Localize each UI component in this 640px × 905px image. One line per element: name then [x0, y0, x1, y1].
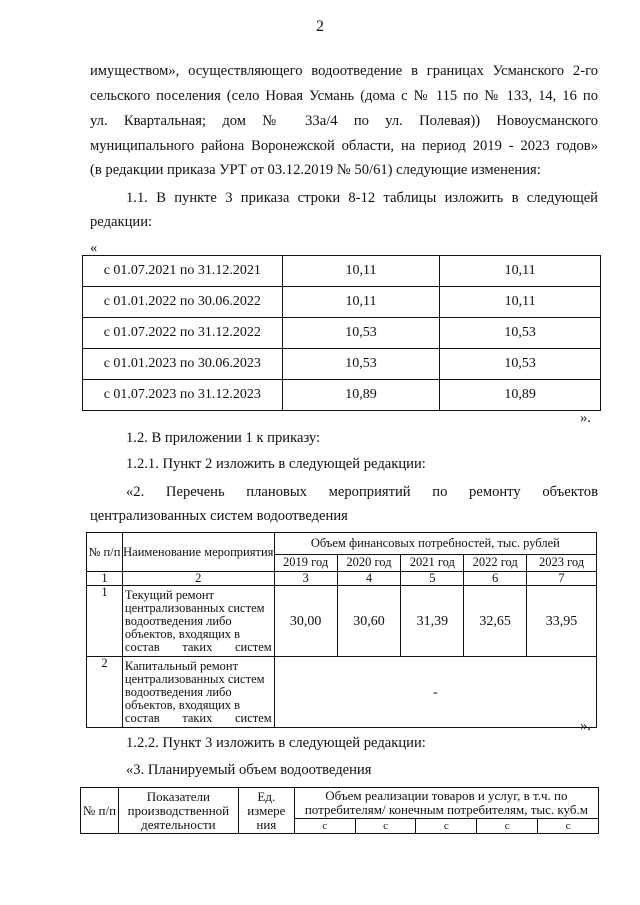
tariff-value-cell: 10,89	[282, 380, 440, 411]
close-quote-1: ».	[580, 410, 591, 426]
p3-heading: «3. Планируемый объем водоотведения	[126, 762, 372, 778]
page-number: 2	[316, 18, 324, 35]
p2-heading-line-2: централизованных систем водоотведения	[90, 508, 348, 524]
tariff-row	[83, 349, 601, 380]
tariff-table-body	[83, 256, 601, 411]
tariff-value-cell: 10,11	[282, 256, 440, 287]
t2-row1-value: 31,39	[401, 586, 464, 657]
tariff-value-cell: 10,53	[440, 318, 601, 349]
t2-row1-num: 1	[87, 586, 123, 657]
t2-header-num: № п/п	[87, 533, 123, 572]
p121: 1.2.1. Пункт 2 изложить в следующей редакции:	[126, 456, 426, 472]
volume-table	[80, 787, 599, 834]
t2-row1-value: 32,65	[464, 586, 527, 657]
tariff-row	[83, 256, 601, 287]
t2-row1-value: 30,60	[337, 586, 401, 657]
open-quote: «	[90, 240, 98, 256]
tariff-value-cell: 10,53	[440, 349, 601, 380]
intro-line-1: имуществом», осуществляющего водоотведение в границах Усманского 2-го	[90, 63, 598, 79]
t2-header-volume: Объем финансовых потребностей, тыс. рублей	[274, 533, 596, 555]
t3-header-indicators: Показатели производственной деятельности	[118, 788, 238, 834]
t3-sub: с	[416, 819, 477, 834]
t2-colnum: 6	[464, 572, 527, 586]
t2-year: 2021 год	[401, 554, 464, 571]
measures-table	[86, 532, 597, 728]
t2-year: 2019 год	[274, 554, 337, 571]
t2-row1-value: 30,00	[274, 586, 337, 657]
p12: 1.2. В приложении 1 к приказу:	[126, 430, 321, 446]
t2-year: 2023 год	[527, 554, 597, 571]
tariff-value-cell: 10,11	[440, 256, 601, 287]
t2-colnum: 1	[87, 572, 123, 586]
intro-line-2: сельского поселения (село Новая Усмань (дома с № 115 по № 133, 14, 16 по	[90, 88, 598, 104]
t2-header-name: Наименование мероприятия	[122, 533, 274, 572]
t3-sub: с	[477, 819, 538, 834]
t2-colnum: 7	[527, 572, 597, 586]
t2-year: 2022 год	[464, 554, 527, 571]
p122: 1.2.2. Пункт 3 изложить в следующей редакции:	[126, 735, 426, 751]
t2-row1-value: 33,95	[527, 586, 597, 657]
p11-line-2: редакции:	[90, 214, 153, 230]
tariff-table	[82, 255, 601, 411]
intro-line-5: (в редакции приказа УРТ от 03.12.2019 № 50/61) следующие изменения:	[90, 162, 541, 178]
tariff-row	[83, 318, 601, 349]
t2-year: 2020 год	[337, 554, 401, 571]
t2-row1-name: Текущий ремонт централизованных систем водоотведения либо объектов, входящих в состав таких систем	[122, 586, 274, 657]
tariff-value-cell: 10,89	[440, 380, 601, 411]
t2-row2-num: 2	[87, 657, 123, 728]
t2-row2-name: Капитальный ремонт централизованных систем водоотведения либо объектов, входящих в состав таких систем	[122, 657, 274, 728]
t3-sub: с	[355, 819, 416, 834]
intro-line-3: ул. Квартальная; дом № 33а/4 по ул. Полевая)) Новоусманского	[90, 113, 598, 129]
close-quote-2: ».	[580, 718, 591, 734]
t2-colnum: 4	[337, 572, 401, 586]
tariff-value-cell: 10,53	[282, 349, 440, 380]
t2-colnum: 5	[401, 572, 464, 586]
p2-heading-line-1: «2. Перечень плановых мероприятий по ремонту объектов	[126, 484, 598, 500]
t3-header-volume: Объем реализации товаров и услуг, в т.ч. по потребителям/ конечным потребителям, тыс. куб.м	[294, 788, 598, 819]
tariff-period-cell: с 01.01.2023 по 30.06.2023	[83, 349, 283, 380]
intro-line-4: муниципального района Воронежской области, на период 2019 - 2023 годов»	[90, 138, 598, 154]
t2-row2-value: -	[274, 657, 596, 728]
t2-colnum: 3	[274, 572, 337, 586]
tariff-period-cell: с 01.07.2022 по 31.12.2022	[83, 318, 283, 349]
tariff-value-cell: 10,53	[282, 318, 440, 349]
tariff-value-cell: 10,11	[440, 287, 601, 318]
t3-sub: с	[538, 819, 599, 834]
t3-sub: с	[294, 819, 355, 834]
t3-header-unit: Ед. измере ния	[238, 788, 294, 834]
tariff-row	[83, 380, 601, 411]
tariff-value-cell: 10,11	[282, 287, 440, 318]
t2-colnum: 2	[122, 572, 274, 586]
tariff-row	[83, 287, 601, 318]
tariff-period-cell: с 01.01.2022 по 30.06.2022	[83, 287, 283, 318]
p11-line-1: 1.1. В пункте 3 приказа строки 8-12 таблицы изложить в следующей	[126, 190, 598, 206]
tariff-period-cell: с 01.07.2021 по 31.12.2021	[83, 256, 283, 287]
t3-header-num: № п/п	[81, 788, 119, 834]
tariff-period-cell: с 01.07.2023 по 31.12.2023	[83, 380, 283, 411]
